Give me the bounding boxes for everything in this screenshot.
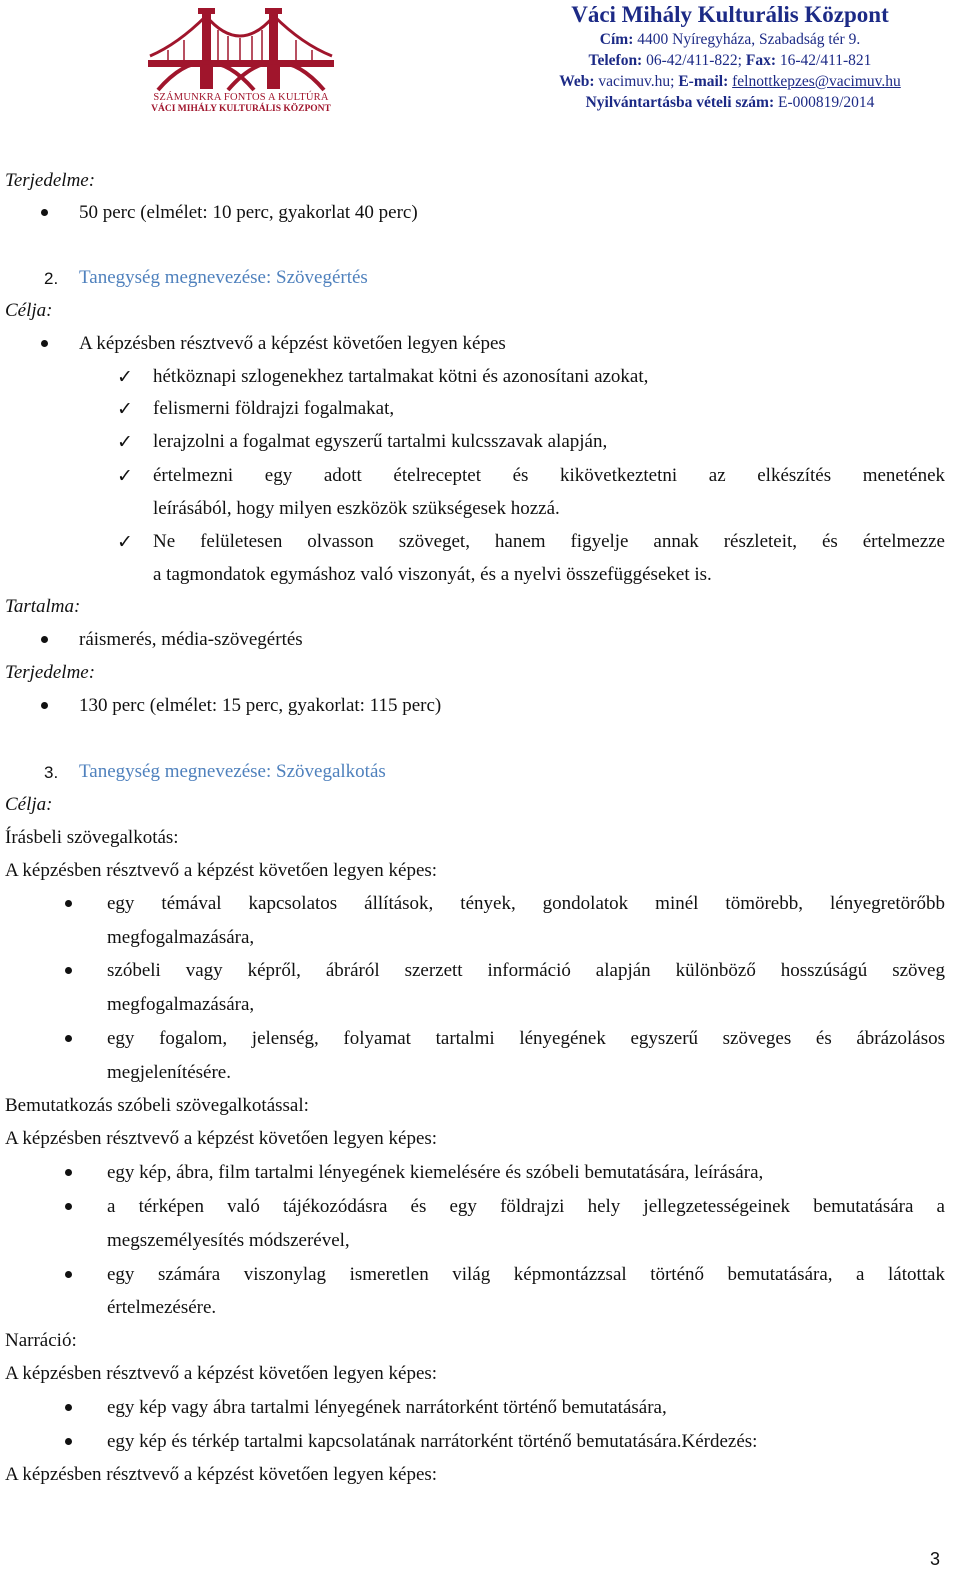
bullet (41, 702, 48, 709)
unit2-check-item: Ne felületesen olvasson szöveget, hanem figyelje annak részleteit, és értelmezze (153, 531, 945, 552)
unit2-tartalma-item: ráismerés, média-szövegértés (79, 629, 303, 650)
unit2-terjedelme-label: Terjedelme: (5, 662, 96, 683)
section-heading: Bemutatkozás szóbeli szövegalkotással: (5, 1095, 309, 1116)
unit2-tartalma-label: Tartalma: (5, 596, 81, 617)
section-item: a térképen való tájékozódásra és egy földrajzi hely jellegzetességeinek bemutatására a (107, 1196, 945, 1217)
section-item-continued: megszemélyesítés módszerével, (107, 1230, 350, 1251)
section-item: egy fogalom, jelenség, folyamat tartalmi lényegének egyszerű szöveges és ábrázolásos (107, 1028, 945, 1049)
unit2-intro: A képzésben résztvevő a képzést követően legyen képes (79, 333, 506, 354)
section-item: egy témával kapcsolatos állítások, tények, gondolatok minél tömörebb, lényegretörőbb (107, 893, 945, 914)
web-label: Web: (559, 73, 595, 90)
section-item-continued: értelmezésére. (107, 1297, 217, 1318)
checkmark-icon: ✓ (117, 431, 133, 453)
section-item: egy számára viszonylag ismeretlen világ képmontázzsal történő bemutatására, a látottak (107, 1264, 945, 1285)
unit2-check-item-continued: leírásából, hogy milyen eszközök szükségesek hozzá. (153, 498, 560, 519)
email-link[interactable]: felnottkepzes@vacimuv.hu (732, 73, 901, 90)
unit2-number: 2. (44, 269, 59, 288)
web-value: vacimuv.hu; (598, 73, 675, 90)
unit2-check-item: hétköznapi szlogenekhez tartalmakat kötni és azonosítani azokat, (153, 366, 649, 387)
logo-slogan: SZÁMUNKRA FONTOS A KULTÚRA (153, 92, 329, 103)
bullet (41, 209, 48, 216)
checkmark-icon: ✓ (117, 366, 133, 388)
unit2-check-item: felismerni földrajzi fogalmakat, (153, 398, 395, 419)
unit2-terjedelme-item: 130 perc (elmélet: 15 perc, gyakorlat: 115 perc) (79, 695, 442, 716)
org-name: Váci Mihály Kulturális Központ (571, 2, 889, 27)
bridge-logo (148, 4, 334, 112)
bullet (65, 1438, 72, 1445)
section-item: szóbeli vagy képről, ábráról szerzett információ alapján különböző hosszúságú szöveg (107, 960, 945, 981)
bullet (65, 1035, 72, 1042)
unit1-terjedelme-item: 50 perc (elmélet: 10 perc, gyakorlat 40 perc) (79, 202, 418, 223)
unit1-terjedelme-label: Terjedelme: (5, 170, 96, 191)
section-intro: A képzésben résztvevő a képzést követően legyen képes: (5, 1128, 438, 1149)
fax-label: Fax: (745, 52, 776, 69)
address-label: Cím: (599, 31, 634, 48)
unit2-check-item-continued: a tagmondatok egymáshoz való viszonyát, és a nyelvi összefüggéseket is. (153, 564, 712, 585)
section-item: egy kép vagy ábra tartalmi lényegének narrátorként történő bemutatására, (107, 1397, 667, 1418)
bullet (41, 636, 48, 643)
checkmark-icon: ✓ (117, 398, 133, 420)
closing-line: A képzésben résztvevő a képzést követően legyen képes: (5, 1464, 438, 1485)
registration-label: Nyilvántartásba vételi szám: (585, 94, 775, 111)
section-item-continued: megjelenítésére. (107, 1062, 231, 1083)
email-label: E-mail: (678, 73, 729, 90)
address-line (510, 29, 950, 50)
bullet (65, 1169, 72, 1176)
section-item: egy kép, ábra, film tartalmi lényegének kiemelésére és szóbeli bemutatására, leírására, (107, 1162, 764, 1183)
bullet (65, 1271, 72, 1278)
unit3-title: Tanegység megnevezése: Szövegalkotás (79, 761, 386, 782)
bullet (65, 1203, 72, 1210)
unit2-celja-label: Célja: (5, 300, 53, 321)
unit2-check-item: lerajzolni a fogalmat egyszerű tartalmi kulcsszavak alapján, (153, 431, 608, 452)
bullet (65, 900, 72, 907)
fax-value: 16-42/411-821 (779, 52, 872, 69)
section-heading: Narráció: (5, 1330, 77, 1351)
contact-line (510, 50, 950, 71)
phone-value: 06-42/411-822; (646, 52, 742, 69)
bullet (41, 340, 48, 347)
org-info (510, 0, 950, 113)
registration-line (510, 92, 950, 113)
section-item-continued: megfogalmazására, (107, 994, 255, 1015)
unit3-celja-label: Célja: (5, 794, 53, 815)
unit2-title: Tanegység megnevezése: Szövegértés (79, 267, 368, 288)
bridge-logo-icon (148, 4, 334, 92)
unit3-number: 3. (44, 763, 59, 782)
section-item-continued: megfogalmazására, (107, 927, 255, 948)
address-value: 4400 Nyíregyháza, Szabadság tér 9. (637, 31, 861, 48)
section-item: egy kép és térkép tartalmi kapcsolatának narrátorként történő bemutatására.Kérdezés: (107, 1431, 758, 1452)
section-intro: A képzésben résztvevő a képzést követően legyen képes: (5, 1363, 438, 1384)
unit2-check-item: értelmezni egy adott ételreceptet és kikövetkeztetni az elkészítés menetének (153, 465, 945, 486)
page-number: 3 (930, 1549, 941, 1569)
web-line (510, 71, 950, 92)
bullet (65, 967, 72, 974)
bullet (65, 1404, 72, 1411)
checkmark-icon: ✓ (117, 465, 133, 487)
checkmark-icon: ✓ (117, 531, 133, 553)
section-heading: Írásbeli szövegalkotás: (5, 827, 179, 848)
phone-label: Telefon: (588, 52, 643, 69)
logo-org-name: VÁCI MIHÁLY KULTURÁLIS KÖZPONT (151, 104, 331, 114)
section-intro: A képzésben résztvevő a képzést követően legyen képes: (5, 860, 438, 881)
registration-number: E-000819/2014 (778, 94, 875, 111)
